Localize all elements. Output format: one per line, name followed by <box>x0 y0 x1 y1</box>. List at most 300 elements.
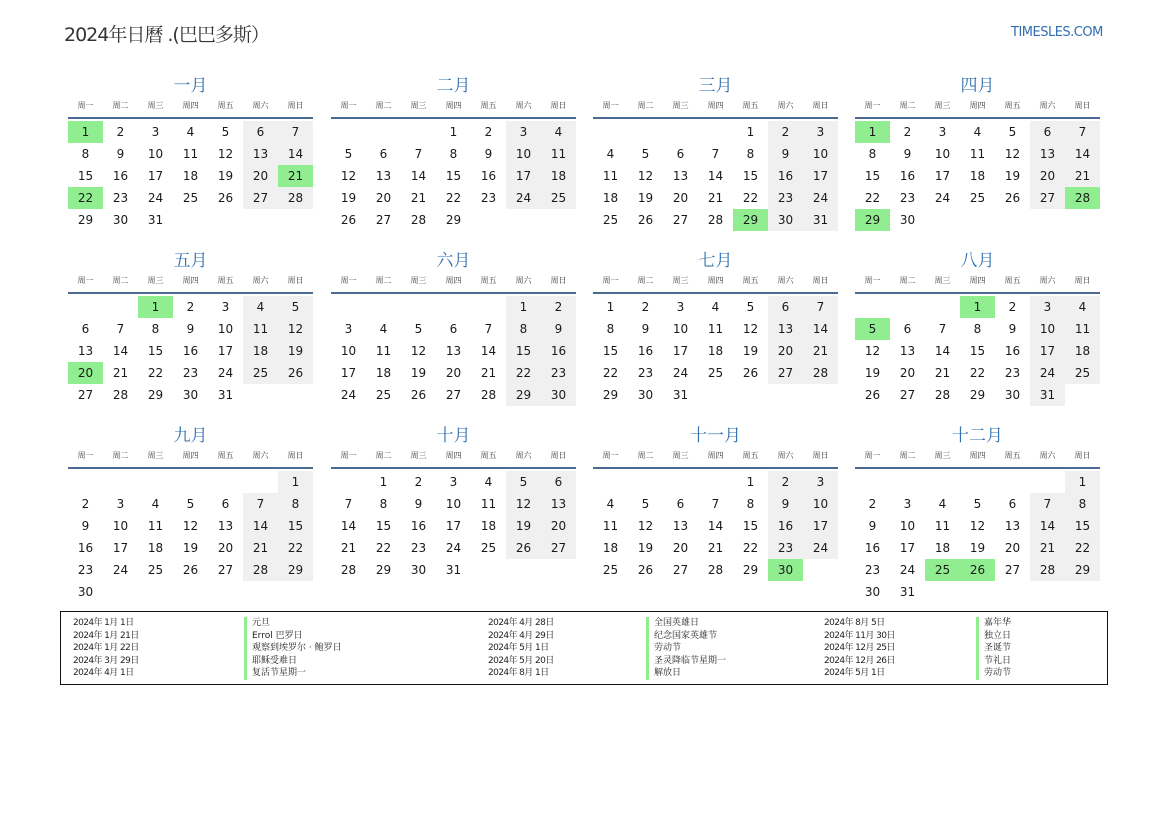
day-cell: 17 <box>803 515 838 537</box>
day-cell: 2 <box>868 497 877 511</box>
day-cell: 13 <box>243 143 278 165</box>
weekday-label: 周五 <box>480 101 497 110</box>
weekday-label: 周三 <box>672 101 689 110</box>
day-cell: 14 <box>410 169 427 183</box>
day-cell: 28 <box>410 213 427 227</box>
month-name: 十一月 <box>690 426 741 446</box>
day-cell: 16 <box>1004 344 1021 358</box>
day-cell: 23 <box>864 563 881 577</box>
day-cell: 25 <box>969 191 986 205</box>
day-cell: 1 <box>506 296 541 318</box>
weekday-label: 周三 <box>147 451 164 460</box>
weekday-label: 周日 <box>1074 276 1091 285</box>
day-cell: 16 <box>768 515 803 537</box>
weekday-label: 周四 <box>707 276 724 285</box>
day-cell: 17 <box>803 165 838 187</box>
empty-cell <box>995 209 1030 231</box>
week-row <box>68 143 313 165</box>
day-cell: 3 <box>803 471 838 493</box>
weekday-label: 周五 <box>480 276 497 285</box>
month-12 <box>855 424 1100 603</box>
week-row <box>331 471 576 493</box>
day-cell: 20 <box>375 191 392 205</box>
day-cell: 29 <box>375 563 392 577</box>
week-row <box>68 537 313 559</box>
day-cell: 26 <box>637 213 654 227</box>
day-cell: 11 <box>707 322 724 336</box>
day-cell: 30 <box>637 388 654 402</box>
header-rule <box>593 467 838 469</box>
day-cell: 4 <box>606 497 615 511</box>
holiday-date: 2024年 5月 20日 <box>488 655 554 666</box>
week-row <box>855 143 1100 165</box>
day-cell: 12 <box>637 169 654 183</box>
day-cell: 12 <box>340 169 357 183</box>
day-cell: 1 <box>746 475 755 489</box>
day-cell: 25 <box>243 362 278 384</box>
day-cell: 13 <box>77 344 94 358</box>
day-cell: 8 <box>81 147 90 161</box>
day-cell: 29 <box>1065 559 1100 581</box>
header-rule <box>68 292 313 294</box>
empty-cell <box>541 209 576 231</box>
day-cell: 4 <box>541 121 576 143</box>
day-cell: 9 <box>81 519 90 533</box>
empty-cell <box>925 581 960 603</box>
empty-cell <box>1030 471 1065 493</box>
day-cell: 21 <box>1065 165 1100 187</box>
day-cell: 10 <box>803 143 838 165</box>
holiday-date: 2024年 3月 29日 <box>73 655 139 666</box>
weekday-header <box>593 449 838 463</box>
weekday-label: 周四 <box>182 276 199 285</box>
week-row <box>68 515 313 537</box>
day-cell: 20 <box>68 362 103 384</box>
day-cell: 19 <box>410 366 427 380</box>
day-cell: 16 <box>77 541 94 555</box>
day-cell: 6 <box>81 322 90 336</box>
month-3 <box>593 74 838 231</box>
holiday-date: 2024年 12月 25日 <box>824 643 895 654</box>
empty-cell <box>925 209 960 231</box>
day-cell: 7 <box>484 322 493 336</box>
day-cell: 7 <box>414 147 423 161</box>
week-row <box>593 537 838 559</box>
day-cell: 10 <box>217 322 234 336</box>
weekday-label: 周三 <box>147 276 164 285</box>
day-cell: 7 <box>344 497 353 511</box>
month-10 <box>331 424 576 581</box>
day-cell: 21 <box>410 191 427 205</box>
empty-cell <box>278 384 313 406</box>
weekday-label: 周三 <box>410 101 427 110</box>
day-cell: 6 <box>903 322 912 336</box>
day-cell: 2 <box>541 296 576 318</box>
holiday-name: 劳动节 <box>646 642 681 655</box>
month-name: 十月 <box>436 426 471 446</box>
day-cell: 24 <box>803 187 838 209</box>
day-cell: 18 <box>707 344 724 358</box>
day-cell: 10 <box>445 497 462 511</box>
week-row <box>855 296 1100 318</box>
day-cell: 16 <box>480 169 497 183</box>
day-cell: 3 <box>449 475 458 489</box>
day-cell: 4 <box>484 475 493 489</box>
empty-cell <box>471 559 506 581</box>
weeks <box>855 471 1100 603</box>
day-cell: 24 <box>899 563 916 577</box>
weekday-label: 周二 <box>112 101 129 110</box>
day-cell: 18 <box>147 541 164 555</box>
day-cell: 6 <box>221 497 230 511</box>
holiday-date: 2024年 1月 1日 <box>73 618 134 628</box>
day-cell: 4 <box>379 322 388 336</box>
day-cell: 17 <box>340 366 357 380</box>
day-cell: 17 <box>899 541 916 555</box>
day-cell: 9 <box>768 493 803 515</box>
day-cell: 25 <box>182 191 199 205</box>
day-cell: 21 <box>340 541 357 555</box>
day-cell: 5 <box>221 125 230 139</box>
day-cell: 25 <box>147 563 164 577</box>
weekday-label: 周五 <box>217 276 234 285</box>
day-cell: 23 <box>541 362 576 384</box>
day-cell: 2 <box>768 121 803 143</box>
day-cell: 5 <box>278 296 313 318</box>
month-name: 八月 <box>960 251 995 271</box>
weekday-label: 周五 <box>1004 101 1021 110</box>
weekday-label: 周日 <box>812 101 829 110</box>
weekday-header <box>855 99 1100 113</box>
day-cell: 29 <box>855 209 890 231</box>
empty-cell <box>593 471 628 493</box>
day-cell: 11 <box>602 169 619 183</box>
day-cell: 22 <box>147 366 164 380</box>
empty-cell <box>208 209 243 231</box>
day-cell: 30 <box>541 384 576 406</box>
day-cell: 8 <box>449 147 458 161</box>
day-cell: 29 <box>733 209 768 231</box>
empty-cell <box>855 296 890 318</box>
weeks <box>331 296 576 406</box>
week-row <box>855 581 1100 603</box>
day-cell: 3 <box>116 497 125 511</box>
day-cell: 6 <box>768 296 803 318</box>
day-cell: 29 <box>602 388 619 402</box>
day-cell: 4 <box>973 125 982 139</box>
week-row <box>855 340 1100 362</box>
day-cell: 14 <box>803 318 838 340</box>
day-cell: 31 <box>899 585 916 599</box>
day-cell: 23 <box>77 563 94 577</box>
holiday-date: 2024年 5月 1日 <box>488 643 549 654</box>
day-cell: 17 <box>934 169 951 183</box>
week-row <box>331 121 576 143</box>
day-cell: 16 <box>410 519 427 533</box>
day-cell: 12 <box>506 493 541 515</box>
day-cell: 6 <box>676 147 685 161</box>
weekday-label: 周日 <box>287 451 304 460</box>
day-cell: 13 <box>899 344 916 358</box>
empty-cell <box>663 121 698 143</box>
weekday-header <box>593 99 838 113</box>
week-row <box>68 384 313 406</box>
empty-cell <box>890 471 925 493</box>
day-cell: 6 <box>676 497 685 511</box>
weekday-label: 周六 <box>252 451 269 460</box>
day-cell: 13 <box>768 318 803 340</box>
empty-cell <box>173 209 208 231</box>
weekday-label: 周四 <box>969 276 986 285</box>
weeks <box>593 471 838 581</box>
weekday-label: 周二 <box>899 101 916 110</box>
weekday-label: 周三 <box>934 276 951 285</box>
day-cell: 23 <box>182 366 199 380</box>
weekday-label: 周三 <box>934 451 951 460</box>
day-cell: 24 <box>112 563 129 577</box>
empty-cell <box>103 581 138 603</box>
holiday-name: 复活节星期一 <box>244 667 306 680</box>
day-cell: 1 <box>278 471 313 493</box>
day-cell: 18 <box>375 366 392 380</box>
empty-cell <box>401 121 436 143</box>
day-cell: 3 <box>903 497 912 511</box>
day-cell: 7 <box>1065 121 1100 143</box>
holiday-name: 独立日 <box>976 630 1011 643</box>
day-cell: 20 <box>541 515 576 537</box>
day-cell: 16 <box>864 541 881 555</box>
empty-cell <box>960 471 995 493</box>
weekday-label: 周五 <box>742 276 759 285</box>
day-cell: 8 <box>606 322 615 336</box>
day-cell: 31 <box>1030 384 1065 406</box>
day-cell: 13 <box>1004 519 1021 533</box>
holiday-date: 2024年 12月 26日 <box>824 655 895 666</box>
weekday-label: 周六 <box>1039 451 1056 460</box>
day-cell: 21 <box>1030 537 1065 559</box>
day-cell: 7 <box>278 121 313 143</box>
empty-cell <box>103 296 138 318</box>
day-cell: 12 <box>278 318 313 340</box>
day-cell: 29 <box>445 213 462 227</box>
day-cell: 3 <box>151 125 160 139</box>
empty-cell <box>1065 581 1100 603</box>
day-cell: 27 <box>375 213 392 227</box>
day-cell: 24 <box>934 191 951 205</box>
header-rule <box>331 467 576 469</box>
day-cell: 20 <box>672 191 689 205</box>
week-row <box>68 165 313 187</box>
week-row <box>331 362 576 384</box>
day-cell: 4 <box>243 296 278 318</box>
day-cell: 27 <box>672 563 689 577</box>
weekday-label: 周一 <box>77 101 94 110</box>
empty-cell <box>243 384 278 406</box>
empty-cell <box>138 581 173 603</box>
weekday-label: 周六 <box>515 451 532 460</box>
weekday-header <box>855 449 1100 463</box>
day-cell: 24 <box>672 366 689 380</box>
day-cell: 14 <box>1030 515 1065 537</box>
day-cell: 15 <box>602 344 619 358</box>
site-link[interactable]: TIMESLES.COM <box>1011 25 1103 40</box>
day-cell: 7 <box>711 147 720 161</box>
weekday-label: 周三 <box>672 451 689 460</box>
day-cell: 11 <box>480 497 497 511</box>
holiday-legend <box>60 611 1108 685</box>
week-row <box>331 318 576 340</box>
empty-cell <box>960 581 995 603</box>
day-cell: 4 <box>711 300 720 314</box>
weekday-header <box>593 274 838 288</box>
day-cell: 13 <box>217 519 234 533</box>
day-cell: 9 <box>768 143 803 165</box>
day-cell: 31 <box>217 388 234 402</box>
day-cell: 21 <box>707 541 724 555</box>
weekday-label: 周六 <box>515 276 532 285</box>
day-cell: 21 <box>112 366 129 380</box>
day-cell: 8 <box>868 147 877 161</box>
weekday-label: 周六 <box>515 101 532 110</box>
weekday-label: 周日 <box>550 101 567 110</box>
day-cell: 15 <box>969 344 986 358</box>
day-cell: 2 <box>641 300 650 314</box>
day-cell: 15 <box>1065 515 1100 537</box>
day-cell: 11 <box>182 147 199 161</box>
day-cell: 3 <box>1030 296 1065 318</box>
holiday-date: 2024年 8月 1日 <box>488 668 549 679</box>
day-cell: 1 <box>68 121 103 143</box>
day-cell: 28 <box>803 362 838 384</box>
week-row <box>593 318 838 340</box>
day-cell: 30 <box>410 563 427 577</box>
empty-cell <box>68 296 103 318</box>
day-cell: 15 <box>506 340 541 362</box>
day-cell: 19 <box>278 340 313 362</box>
day-cell: 9 <box>641 322 650 336</box>
day-cell: 27 <box>1004 563 1021 577</box>
day-cell: 4 <box>186 125 195 139</box>
day-cell: 14 <box>243 515 278 537</box>
holiday-date: 2024年 4月 1日 <box>73 668 134 679</box>
day-cell: 16 <box>637 344 654 358</box>
day-cell: 26 <box>960 559 995 581</box>
week-row <box>593 143 838 165</box>
day-cell: 10 <box>112 519 129 533</box>
weekday-label: 周三 <box>147 101 164 110</box>
day-cell: 23 <box>768 187 803 209</box>
day-cell: 29 <box>969 388 986 402</box>
day-cell: 28 <box>934 388 951 402</box>
day-cell: 18 <box>480 519 497 533</box>
day-cell: 6 <box>541 471 576 493</box>
month-9 <box>68 424 313 603</box>
day-cell: 16 <box>768 165 803 187</box>
month-name: 二月 <box>436 76 471 96</box>
empty-cell <box>506 559 541 581</box>
holiday-name: 元旦 <box>244 617 270 630</box>
month-6 <box>331 249 576 406</box>
day-cell: 3 <box>344 322 353 336</box>
weekday-label: 周日 <box>812 451 829 460</box>
weeks <box>593 296 838 406</box>
week-row <box>855 318 1100 340</box>
weekday-label: 周一 <box>77 451 94 460</box>
empty-cell <box>960 209 995 231</box>
week-row <box>593 165 838 187</box>
day-cell: 22 <box>742 191 759 205</box>
header-rule <box>593 292 838 294</box>
weekday-label: 周日 <box>287 101 304 110</box>
weekday-label: 周日 <box>550 276 567 285</box>
week-row <box>855 121 1100 143</box>
day-cell: 11 <box>243 318 278 340</box>
day-cell: 18 <box>934 541 951 555</box>
day-cell: 20 <box>768 340 803 362</box>
day-cell: 15 <box>147 344 164 358</box>
day-cell: 31 <box>147 213 164 227</box>
week-row <box>331 143 576 165</box>
day-cell: 12 <box>742 322 759 336</box>
empty-cell <box>243 581 278 603</box>
day-cell: 3 <box>506 121 541 143</box>
day-cell: 21 <box>707 191 724 205</box>
day-cell: 28 <box>278 187 313 209</box>
day-cell: 9 <box>1008 322 1017 336</box>
day-cell: 8 <box>379 497 388 511</box>
week-row <box>855 471 1100 493</box>
day-cell: 23 <box>637 366 654 380</box>
week-row <box>593 209 838 231</box>
day-cell: 13 <box>375 169 392 183</box>
day-cell: 29 <box>77 213 94 227</box>
day-cell: 8 <box>151 322 160 336</box>
weekday-label: 周日 <box>287 276 304 285</box>
weekday-label: 周一 <box>864 101 881 110</box>
day-cell: 4 <box>1065 296 1100 318</box>
day-cell: 22 <box>742 541 759 555</box>
day-cell: 16 <box>541 340 576 362</box>
empty-cell <box>331 296 366 318</box>
day-cell: 15 <box>742 519 759 533</box>
day-cell: 25 <box>925 559 960 581</box>
holiday-date: 2024年 11月 30日 <box>824 630 895 641</box>
day-cell: 22 <box>864 191 881 205</box>
empty-cell <box>541 559 576 581</box>
day-cell: 27 <box>1030 187 1065 209</box>
day-cell: 19 <box>340 191 357 205</box>
week-row <box>331 559 576 581</box>
day-cell: 18 <box>243 340 278 362</box>
day-cell: 12 <box>969 519 986 533</box>
weekday-label: 周五 <box>217 451 234 460</box>
day-cell: 30 <box>77 585 94 599</box>
day-cell: 6 <box>379 147 388 161</box>
day-cell: 13 <box>672 169 689 183</box>
day-cell: 17 <box>445 519 462 533</box>
day-cell: 9 <box>414 497 423 511</box>
day-cell: 6 <box>1030 121 1065 143</box>
day-cell: 28 <box>112 388 129 402</box>
day-cell: 24 <box>506 187 541 209</box>
week-row <box>331 165 576 187</box>
holiday-name: 圣灵降临节星期一 <box>646 655 726 668</box>
day-cell: 30 <box>768 559 803 581</box>
month-name: 七月 <box>698 251 733 271</box>
weekday-label: 周五 <box>217 101 234 110</box>
day-cell: 20 <box>899 366 916 380</box>
day-cell: 22 <box>1065 537 1100 559</box>
